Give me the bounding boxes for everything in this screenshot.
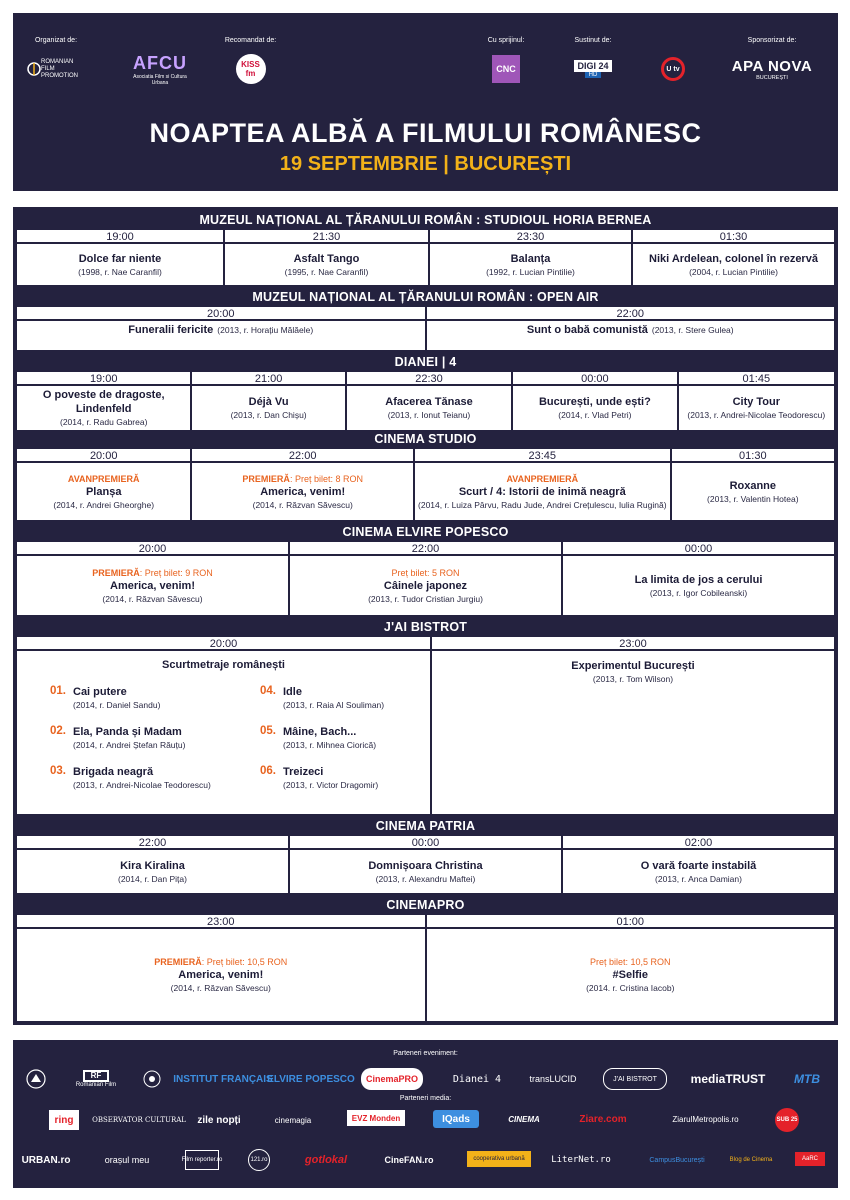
media-logo: cooperativa urbană — [467, 1151, 531, 1167]
venue-dianei-4 — [17, 353, 834, 427]
screening-cell — [563, 836, 834, 893]
recomandat-label: Recomandat de: — [224, 37, 277, 44]
media-logo: EVZ Monden — [347, 1110, 405, 1126]
film-title: Domnișoara Christina — [368, 859, 483, 872]
venue-title: MUZEUL NAȚIONAL AL ȚĂRANULUI ROMÂN : OPEN AIR — [252, 290, 599, 304]
venue-cinema-patria — [17, 817, 834, 893]
media-partners-label: Parteneri media: — [399, 1095, 452, 1102]
short-films-title: Scurtmetraje românești — [162, 659, 285, 671]
media-logo: URBAN.ro — [21, 1154, 71, 1166]
media-logo: Blog de Cinema — [729, 1157, 773, 1163]
organizer-block — [26, 37, 86, 87]
film-meta: (2013, r. Andrei-Nicolae Teodorescu) — [687, 410, 826, 420]
short-films-list — [50, 685, 430, 791]
screening-cell — [17, 915, 425, 1021]
film-meta: (1995, r. Nae Caranfil) — [284, 266, 369, 277]
screening-time: 22:30 — [347, 372, 511, 386]
screening-cell — [192, 372, 344, 430]
film-meta: (2013, r. Tudor Cristian Jurgiu) — [368, 593, 483, 604]
venue-title: CINEMA ELVIRE POPESCO — [342, 525, 509, 539]
screening-cell — [633, 230, 834, 285]
venue-title: CINEMA STUDIO — [374, 432, 477, 446]
muzeul-taranului-logo — [23, 1068, 49, 1090]
film-meta: (2013, r. Valentin Hotea) — [707, 493, 799, 504]
media-logo: CineFAN.ro — [384, 1155, 434, 1165]
venue-jai-bistrot — [17, 618, 834, 814]
film-title: America, venim! — [110, 579, 195, 592]
media-logo: Film reporter.ro — [185, 1150, 219, 1170]
screening-cell — [347, 372, 511, 430]
support-block — [481, 37, 531, 85]
film-meta: (2014, r. Răzvan Săvescu) — [170, 983, 271, 993]
film-meta: (2013, r. Anca Damian) — [655, 873, 742, 884]
film-title: #Selfie — [612, 969, 648, 981]
screening-time: 20:00 — [17, 449, 190, 463]
sustinut-label: Sustinut de: — [574, 37, 612, 44]
screening-time: 01:30 — [633, 230, 834, 244]
media-logo: orașul meu — [104, 1155, 150, 1165]
film-title: Niki Ardelean, colonel în rezervă — [649, 252, 818, 265]
film-meta: (2014. r. Cristina Iacob) — [586, 983, 675, 993]
screening-cell — [290, 836, 561, 893]
screening-time: 01:30 — [672, 449, 834, 463]
screening-cell — [672, 449, 834, 520]
partner-logo: transLUCID — [529, 1074, 577, 1084]
media-logo: zile nopți — [197, 1114, 241, 1126]
screening-cell — [17, 836, 288, 893]
recommended-block — [218, 37, 283, 85]
film-meta: (2013, r. Ionut Teianu) — [387, 410, 471, 420]
film-meta: (2014, r. Andrei Gheorghe) — [53, 499, 155, 510]
film-meta: (2014, r. Radu Gabrea) — [60, 417, 148, 427]
screening-cell — [17, 372, 190, 430]
screening-cell — [427, 307, 835, 350]
venue-cinema-studio — [17, 430, 834, 520]
film-title: La limita de jos a cerului — [634, 573, 763, 586]
screening-time: 22:00 — [290, 542, 561, 556]
screening-cell — [17, 542, 288, 615]
screening-cell — [17, 449, 190, 520]
media-logo: Ziare.com — [579, 1113, 627, 1125]
film-meta: (2014, r. Răzvan Săvescu) — [252, 499, 353, 510]
film-title: Experimentul București — [571, 660, 695, 672]
premiere-tag: AVANPREMIERĂ — [67, 473, 140, 484]
afcu-logo: AFCU Asociatia Film si Cultura Urbana — [133, 52, 187, 86]
film-meta: (2013, r. Alexandru Maftei) — [375, 873, 476, 884]
cncf-logo: CNC — [492, 53, 520, 85]
venue-studioul-horia-bernea — [17, 211, 834, 285]
film-title: America, venim! — [178, 969, 264, 981]
utv-block — [648, 37, 698, 85]
event-title: NOAPTEA ALBĂ A FILMULUI ROMÂNESC — [149, 118, 702, 148]
event-date-location: 19 SEPTEMBRIE | BUCUREȘTI — [279, 153, 572, 175]
partner-logo: MTB — [794, 1072, 820, 1086]
media-logo: IQads — [433, 1110, 479, 1128]
short-film: 03. Brigada neagră (2013, r. Andrei-Nicolae Teodorescu) — [50, 765, 211, 790]
price-tag: Preț bilet: 5 RON — [391, 567, 460, 578]
short-film: 02. Ela, Panda și Madam (2014, r. Andrei Ștefan Răuțu) — [50, 725, 186, 750]
short-film: 04. Idle (2013, r. Raia Al Souliman) — [260, 685, 385, 710]
film-meta: (2013, r. Tom Wilson) — [592, 674, 674, 684]
film-title: Kira Kiralina — [120, 859, 185, 872]
film-meta: (2004, r. Lucian Pintilie) — [689, 266, 778, 277]
screening-time: 00:00 — [563, 542, 834, 556]
film-meta: (1998, r. Nae Caranfil) — [78, 266, 162, 277]
apa-nova-logo: APA NOVA BUCUREȘTI — [731, 57, 813, 81]
short-film: 06. Treizeci (2013, r. Victor Dragomir) — [260, 765, 379, 790]
film-title: Asfalt Tango — [293, 252, 360, 265]
film-title: Afacerea Tănase — [385, 396, 473, 408]
crest-logo — [140, 1068, 164, 1090]
film-meta: (2014, r. Luiza Pârvu, Radu Jude, Andrei Crețulescu, Iulia Rugină) — [418, 499, 667, 510]
partner-logo: RF Romanian Film — [75, 1071, 117, 1088]
film-title: Scurt / 4: Istorii de inimă neagră — [458, 485, 626, 498]
screening-time: 00:00 — [290, 836, 561, 850]
film-title: Sunt o babă comunistă — [526, 324, 648, 336]
sustinut-block — [568, 37, 618, 85]
partner-logo: Dianei 4 — [452, 1073, 502, 1085]
film-title: America, venim! — [260, 485, 346, 498]
film-title: Planșa — [85, 485, 122, 498]
premiere-tag: AVANPREMIERĂ — [506, 473, 579, 484]
screening-cell — [290, 542, 561, 615]
media-logo: 121.ro — [248, 1149, 270, 1171]
event-partners-label: Parteneri eveniment: — [393, 1050, 458, 1057]
screening-time: 00:00 — [513, 372, 676, 386]
screening-time: 01:45 — [679, 372, 834, 386]
venue-title: CINEMA PATRIA — [375, 819, 476, 833]
venue-title: J'AI BISTROT — [383, 620, 468, 634]
film-title: București, unde ești? — [538, 396, 651, 408]
film-title: Dolce far niente — [78, 252, 162, 265]
screening-cell — [513, 372, 676, 430]
premiere-tag: PREMIERĂ: Preț bilet: 10,5 RON — [154, 957, 288, 967]
screening-cell — [17, 307, 425, 350]
screening-time: 22:00 — [427, 307, 835, 321]
premiere-tag: PREMIERĂ: Preț bilet: 9 RON — [92, 567, 213, 578]
media-logo: AaRC — [795, 1152, 825, 1166]
partner-logo: mediaTRUST — [690, 1072, 766, 1086]
media-logo: CINEMA — [508, 1114, 540, 1124]
film-meta: (2013, r. Dan Chișu) — [230, 410, 307, 420]
sprijin-label: Cu sprijinul: — [487, 37, 525, 44]
romanian-film-promotion-logo: ROMANIAN FILM PROMOTION — [27, 53, 85, 85]
screening-time: 19:00 — [17, 230, 223, 244]
film-title: Roxanne — [729, 479, 777, 492]
screening-time: 23:00 — [432, 637, 834, 651]
screening-cell — [563, 542, 834, 615]
screening-time: 02:00 — [563, 836, 834, 850]
venue-elvire-popesco — [17, 523, 834, 615]
media-logo: LiterNet.ro — [551, 1155, 611, 1165]
venue-title: CINEMAPRO — [386, 898, 465, 912]
short-film: 01. Cai putere (2014, r. Daniel Sandu) — [50, 685, 161, 710]
film-title: Câinele japonez — [383, 579, 468, 592]
screening-cell — [415, 449, 670, 520]
short-film: 05. Mâine, Bach... (2013, r. Mihnea Ciorică) — [260, 725, 377, 750]
screening-cell — [17, 230, 223, 285]
partner-logo: J'AI BISTROT — [603, 1068, 667, 1090]
film-meta: (2013, r. Stere Gulea) — [651, 325, 734, 335]
screening-time: 20:00 — [17, 307, 425, 321]
film-title: Déjà Vu — [248, 396, 289, 408]
media-logo: ring — [49, 1110, 79, 1130]
screening-cell — [225, 230, 428, 285]
partner-logo: INSTITUT FRANÇAIS — [173, 1073, 273, 1085]
screening-time: 22:00 — [192, 449, 413, 463]
film-meta: (1992, r. Lucian Pintilie) — [486, 266, 575, 277]
venue-open-air — [17, 288, 834, 350]
media-logo: gotlokal — [304, 1154, 348, 1166]
venue-cinemapro — [17, 896, 834, 1021]
partner-logo: ELVIRE POPESCO — [267, 1073, 355, 1085]
afcu-block — [125, 37, 195, 85]
screening-time: 21:00 — [192, 372, 344, 386]
film-title: Balanța — [510, 252, 551, 265]
film-meta: (2014, r. Vlad Petri) — [558, 410, 632, 420]
venue-title: MUZEUL NAȚIONAL AL ȚĂRANULUI ROMÂN : STUDIOUL HORIA BERNEA — [199, 213, 652, 227]
film-meta: (2013, r. Horațiu Mălăele) — [217, 325, 314, 335]
screening-cell — [430, 230, 631, 285]
kiss-fm-logo: KISS fm — [236, 53, 266, 85]
media-logo: SUB 25 — [775, 1108, 799, 1132]
screening-time: 23:45 — [415, 449, 670, 463]
poster-header — [13, 13, 838, 191]
utv-logo: U tv — [661, 53, 685, 85]
film-meta: (2013, r. Igor Cobileanski) — [649, 587, 748, 598]
screening-cell — [432, 637, 834, 814]
program-schedule — [13, 207, 838, 1025]
media-logo: ZiarulMetropolis.ro — [672, 1114, 739, 1124]
media-logo: CampusBucurești — [649, 1156, 705, 1164]
partner-logo: CinemaPRO — [361, 1068, 423, 1090]
digi24-logo: DIGI 24 HD — [574, 53, 611, 85]
screening-time: 23:00 — [17, 915, 425, 929]
film-title: O poveste de dragoste, Lindenfeld — [42, 389, 165, 415]
screening-time: 01:00 — [427, 915, 835, 929]
partners-footer — [13, 1040, 838, 1188]
film-meta: (2014, r. Răzvan Săvescu) — [102, 593, 203, 604]
premiere-tag: PREMIERĂ: Preț bilet: 8 RON — [242, 473, 363, 484]
media-logo: OBSERVATOR CULTURAL — [92, 1116, 186, 1124]
film-title: City Tour — [732, 396, 781, 408]
venue-title: DIANEI | 4 — [394, 355, 457, 369]
film-meta: (2014, r. Dan Pița) — [118, 873, 187, 884]
screening-cell — [427, 915, 835, 1021]
screening-cell — [17, 637, 430, 814]
screening-time: 23:30 — [430, 230, 631, 244]
organizat-label: Organizat de: — [34, 37, 78, 44]
media-logo: cinemagia — [274, 1115, 312, 1125]
screening-time: 21:30 — [225, 230, 428, 244]
screening-time: 19:00 — [17, 372, 190, 386]
screening-cell — [192, 449, 413, 520]
sponsor-block — [731, 37, 813, 85]
film-title: Funeralii fericite — [128, 324, 214, 336]
sponsorizat-label: Sponsorizat de: — [747, 37, 797, 44]
screening-time: 20:00 — [17, 542, 288, 556]
screening-time: 22:00 — [17, 836, 288, 850]
screening-time: 20:00 — [17, 637, 430, 651]
price-tag: Preț bilet: 10,5 RON — [589, 957, 671, 967]
film-title: O vară foarte instabilă — [640, 859, 757, 872]
screening-cell — [679, 372, 834, 430]
